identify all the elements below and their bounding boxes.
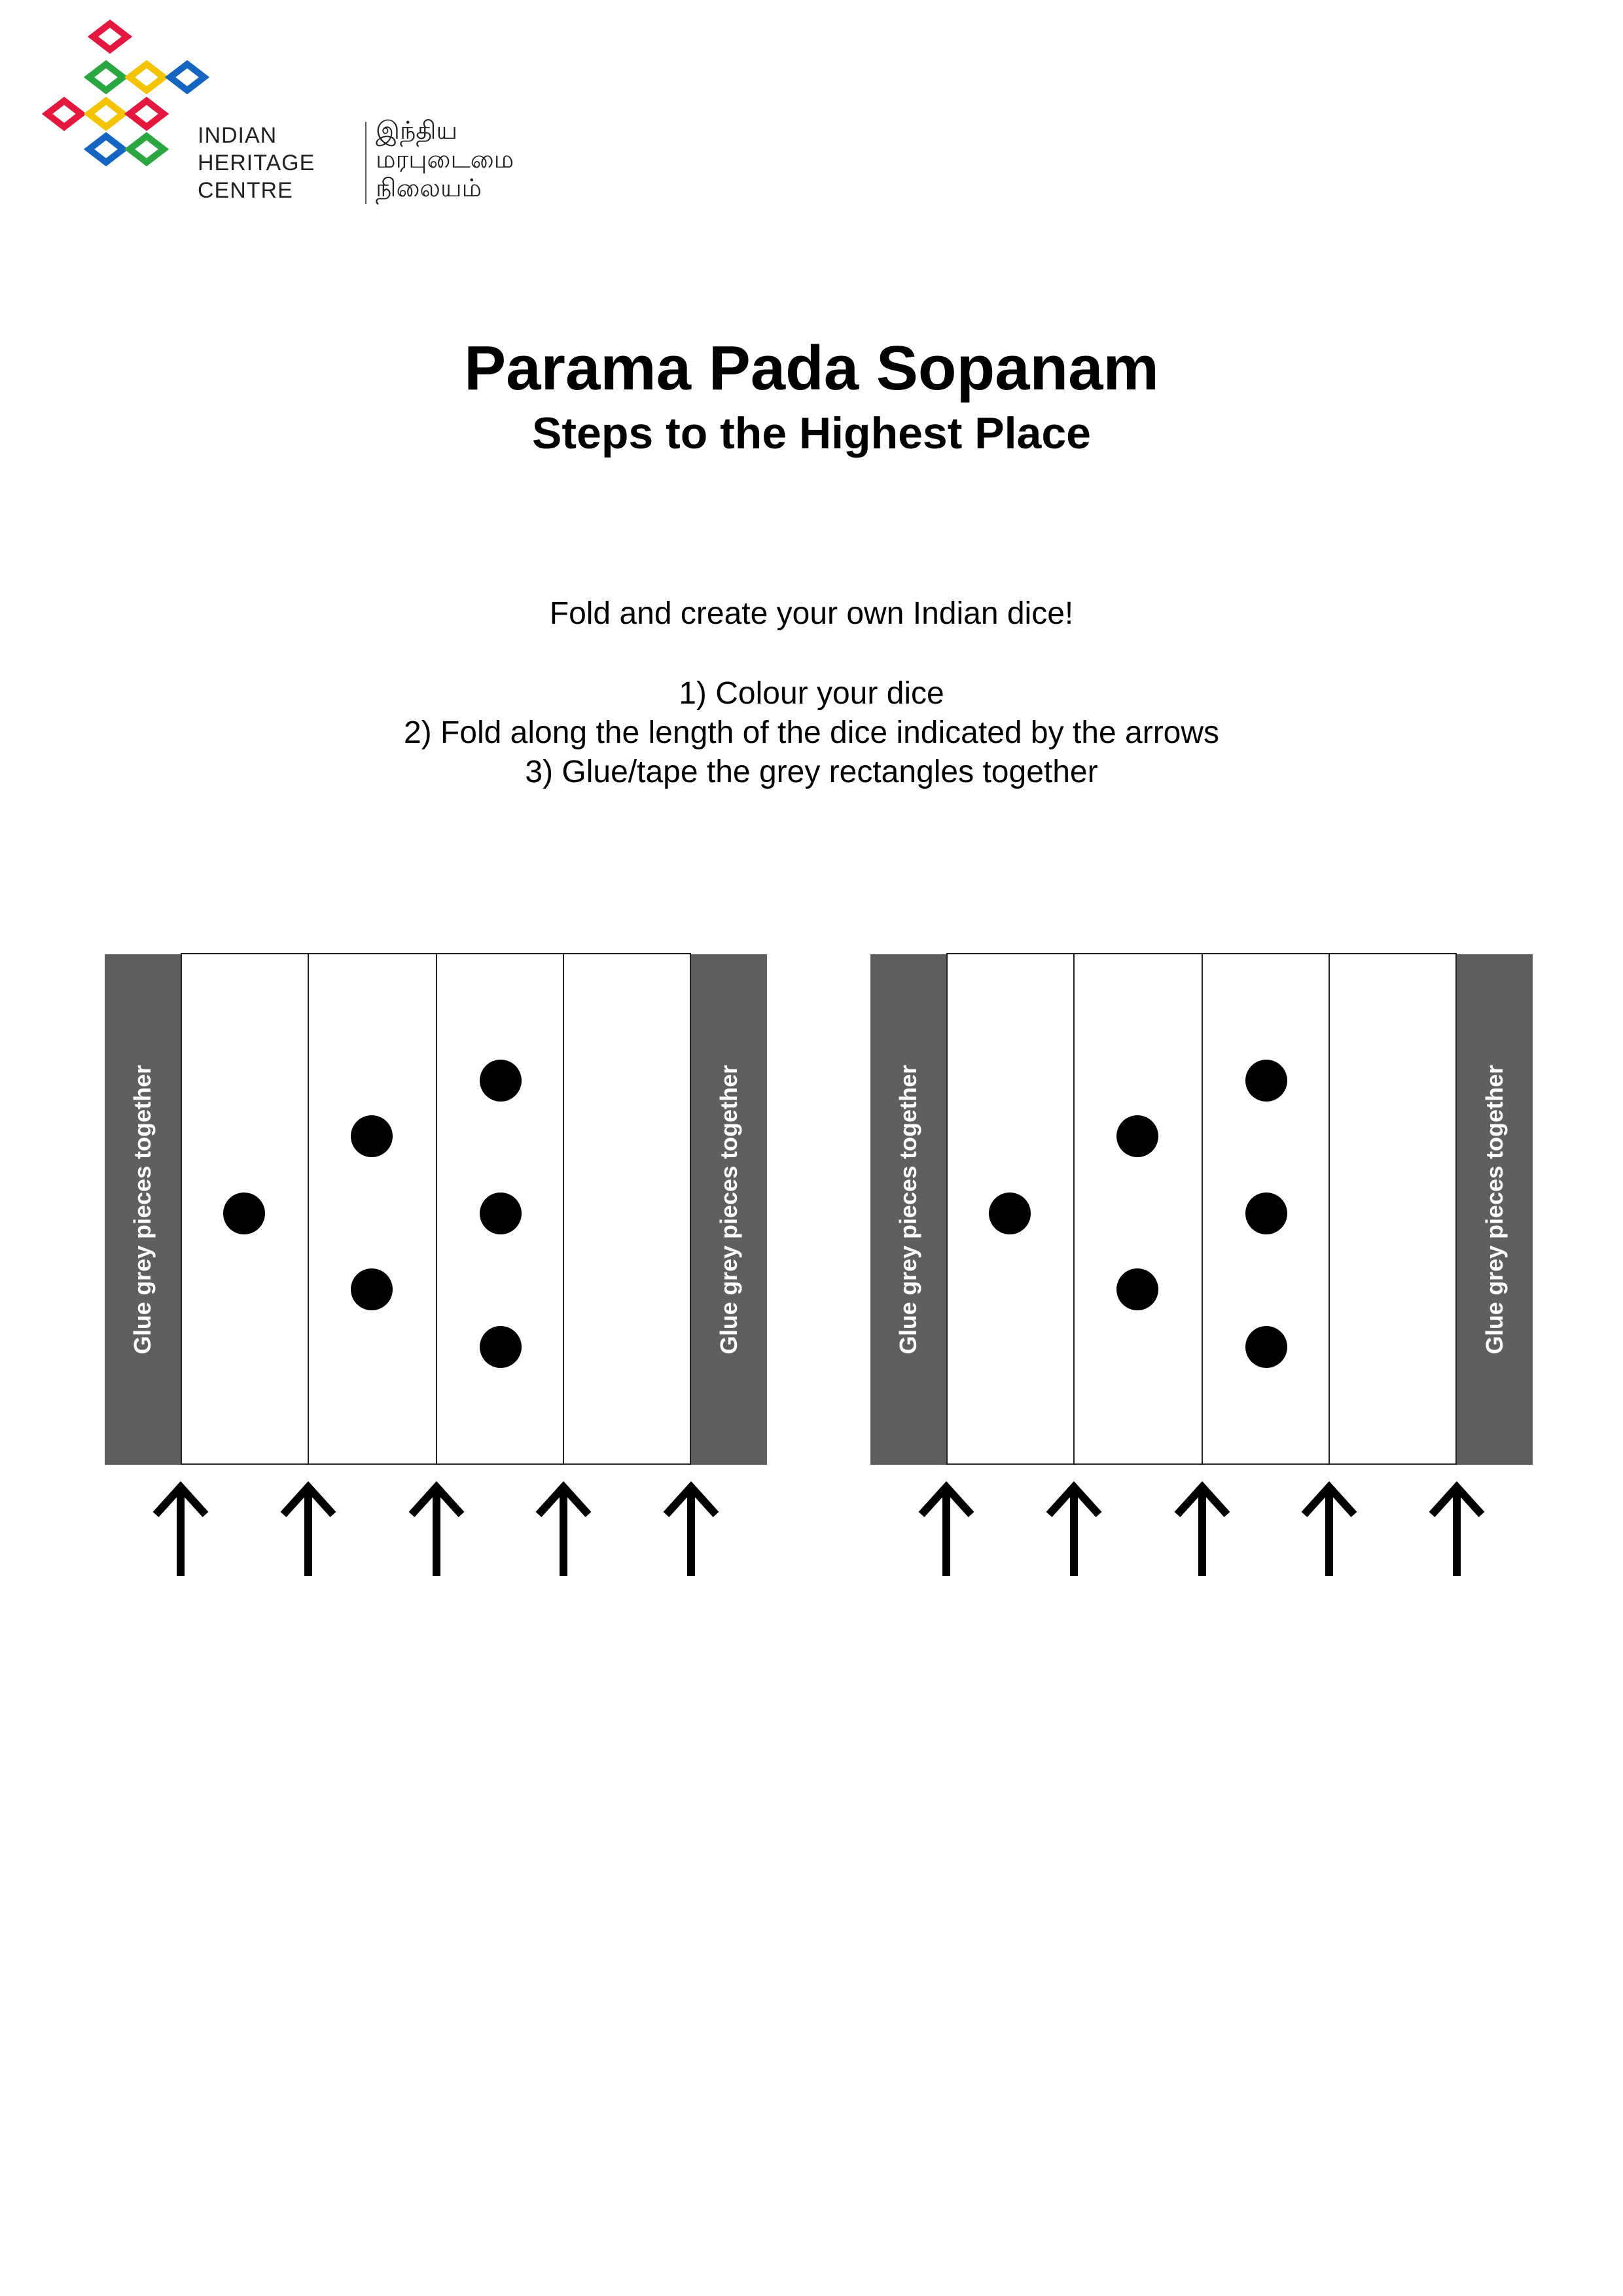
- up-arrow-icon: [404, 1479, 469, 1577]
- instruction-step: 3) Glue/tape the grey rectangles together: [525, 755, 1098, 789]
- pip: [1245, 1060, 1287, 1102]
- dice-face-blank: [564, 954, 690, 1463]
- fold-arrows: [105, 1479, 767, 1584]
- logo-en-line: CENTRE: [198, 178, 293, 203]
- up-arrow-icon: [914, 1479, 979, 1577]
- up-arrow-icon: [658, 1479, 724, 1577]
- dice-template: [105, 954, 767, 1465]
- up-arrow-icon: [1424, 1479, 1489, 1577]
- fold-arrows: [870, 1479, 1533, 1584]
- logo-ta-line: நிலையம்: [376, 175, 482, 202]
- glue-tab-right: [691, 954, 767, 1465]
- dice-face-one: [948, 954, 1075, 1463]
- pip: [1245, 1326, 1287, 1368]
- dice-face-blank: [1330, 954, 1455, 1463]
- pip: [989, 1193, 1031, 1234]
- instruction-step: 1) Colour your dice: [679, 676, 944, 711]
- up-arrow-icon: [148, 1479, 213, 1577]
- up-arrow-icon: [531, 1479, 596, 1577]
- logo-en-line: INDIAN: [198, 123, 277, 148]
- dice-faces-strip: [946, 953, 1457, 1465]
- intro-text: Fold and create your own Indian dice!: [549, 596, 1074, 631]
- glue-tab-left: [870, 954, 946, 1465]
- pip: [1245, 1193, 1287, 1234]
- up-arrow-icon: [1041, 1479, 1107, 1577]
- pip: [480, 1060, 522, 1102]
- dice-template: [870, 954, 1533, 1465]
- pip: [480, 1193, 522, 1234]
- dice-face-one: [182, 954, 309, 1463]
- instruction-steps: [0, 674, 1623, 792]
- dice-faces-strip: [181, 953, 691, 1465]
- pip: [223, 1193, 265, 1234]
- pip: [1116, 1268, 1158, 1310]
- logo-ta-line: மரபுடைமை: [376, 146, 514, 173]
- glue-tab-right: [1457, 954, 1533, 1465]
- page-title: Parama Pada Sopanam: [464, 333, 1159, 403]
- glue-tab-left: [105, 954, 181, 1465]
- logo-english-text: [198, 122, 315, 204]
- logo-divider: [365, 122, 366, 204]
- up-arrow-icon: [1296, 1479, 1362, 1577]
- glue-tab-label: Glue grey pieces together: [1481, 1064, 1508, 1355]
- logo-en-line: HERITAGE: [198, 151, 315, 175]
- pip: [351, 1115, 393, 1157]
- instruction-step: 2) Fold along the length of the dice indicated by the arrows: [403, 715, 1220, 750]
- up-arrow-icon: [1169, 1479, 1235, 1577]
- dice-face-three: [1203, 954, 1330, 1463]
- dice-face-three: [437, 954, 564, 1463]
- indian-heritage-centre-logo: [38, 18, 514, 203]
- up-arrow-icon: [276, 1479, 341, 1577]
- pip: [1116, 1115, 1158, 1157]
- dice-face-two: [1075, 954, 1203, 1463]
- page-subtitle: Steps to the Highest Place: [532, 408, 1091, 458]
- logo-tamil-text: [376, 117, 514, 203]
- glue-tab-label: Glue grey pieces together: [129, 1064, 156, 1355]
- pip: [480, 1326, 522, 1368]
- pip: [351, 1268, 393, 1310]
- glue-tab-label: Glue grey pieces together: [715, 1064, 742, 1355]
- glue-tab-label: Glue grey pieces together: [895, 1064, 921, 1355]
- logo-ta-line: இந்திய: [376, 117, 458, 145]
- dice-face-two: [309, 954, 437, 1463]
